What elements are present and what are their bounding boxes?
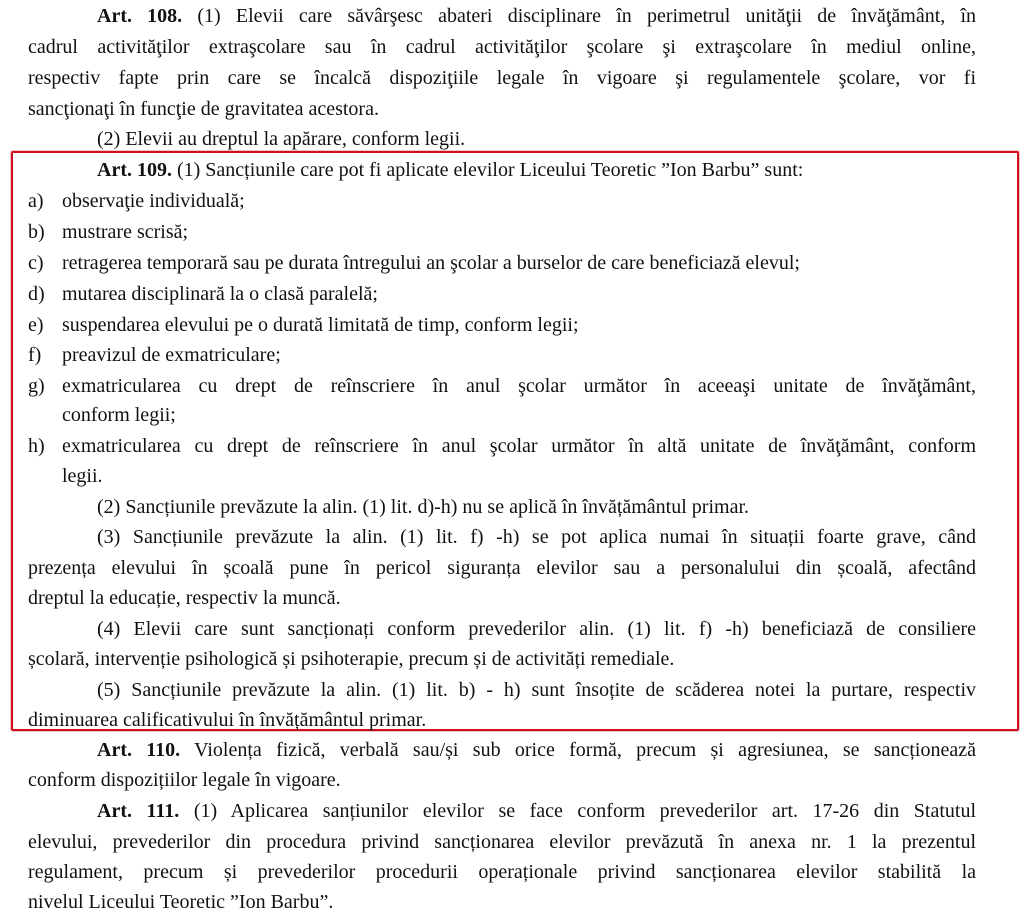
list-text: observaţie individuală;: [62, 190, 245, 212]
list-item-b: [0, 220, 1024, 246]
list-item-a: [0, 189, 1024, 215]
list-item-e: [0, 313, 1024, 339]
list-item-h: [0, 434, 1024, 460]
art111-line2: elevului, prevederilor din procedura privind sancționarea elevilor prevăzută în anexa nr. 1 la prezentul: [28, 831, 976, 853]
list-letter: f): [28, 344, 42, 366]
list-item-d: [0, 282, 1024, 308]
list-item-f: [0, 343, 1024, 369]
art109-p5-line2: diminuarea calificativului în învățământul primar.: [28, 709, 427, 731]
list-letter: c): [28, 252, 44, 274]
art108-p1-text: (1) Elevii care săvârşesc abateri disciplinare în perimetrul unităţii de învăţământ, în: [197, 5, 977, 27]
list-letter: b): [28, 221, 45, 243]
list-text: mustrare scrisă;: [62, 221, 189, 243]
art110-line1: [97, 738, 976, 764]
art111-text: (1) Aplicarea sanțiunilor elevilor se face conform prevederilor art. 17-26 din Statutul: [193, 800, 976, 822]
art109-p2: (2) Sancțiunile prevăzute la alin. (1) lit. d)-h) nu se aplică în învățământul primar.: [97, 496, 750, 518]
list-item-g: [0, 374, 1024, 400]
art109-intro-line: [97, 158, 803, 184]
art109-p3-line2: prezența elevului în școală pune în pericol siguranța elevilor sau a personalului din școală, afectând: [28, 557, 976, 579]
list-item-c: [0, 251, 1024, 277]
list-text: preavizul de exmatriculare;: [62, 344, 281, 366]
art110-text: Violența fizică, verbală sau/și sub orice formă, precum și agresiunea, se sancționează: [194, 739, 976, 761]
art110-label: Art. 110.: [97, 739, 181, 761]
list-item-h-cont: legii.: [62, 465, 103, 487]
list-letter: h): [28, 435, 45, 457]
art110-line2: conform dispozițiilor legale în vigoare.: [28, 769, 341, 791]
art108-line2: cadrul activităţilor extraşcolare sau în cadrul activităţilor şcolare şi extraşcolare în mediul online,: [28, 36, 976, 58]
list-letter: d): [28, 283, 45, 305]
art109-p3-line3: dreptul la educație, respectiv la muncă.: [28, 587, 341, 609]
art109-p4-line1: (4) Elevii care sunt sancționați conform prevederilor alin. (1) lit. f) -h) beneficiază de consiliere: [97, 618, 976, 640]
list-letter: a): [28, 190, 44, 212]
list-text: exmatricularea cu drept de reînscriere în anul şcolar următor în altă unitate de învăţământ, conform: [62, 435, 976, 457]
list-letter: e): [28, 314, 44, 336]
art108-label: Art. 108.: [97, 5, 183, 27]
art111-line4: nivelul Liceului Teoretic ”Ion Barbu”.: [28, 891, 334, 913]
list-text: retragerea temporară sau pe durata întregului an şcolar a burselor de care beneficiază elevul;: [62, 252, 800, 274]
art108-line3: respectiv fapte prin care se încalcă dispoziţiile legale în vigoare şi regulamentele şcolare, vor fi: [28, 67, 976, 89]
list-text: mutarea disciplinară la o clasă paralelă;: [62, 283, 378, 305]
list-text: suspendarea elevului pe o durată limitată de timp, conform legii;: [62, 314, 579, 336]
art109-intro: (1) Sancțiunile care pot fi aplicate elevilor Liceului Teoretic ”Ion Barbu” sunt:: [176, 159, 804, 181]
art108-line1: [97, 4, 976, 30]
art109-label: Art. 109.: [97, 159, 172, 181]
art108-p2: (2) Elevii au dreptul la apărare, conform legii.: [97, 128, 466, 150]
list-text: exmatricularea cu drept de reînscriere în anul şcolar următor în aceeaşi unitate de învăţământ,: [62, 375, 976, 397]
art111-label: Art. 111.: [97, 800, 180, 822]
list-letter: g): [28, 375, 45, 397]
art109-p5-line1: (5) Sancțiunile prevăzute la alin. (1) lit. b) - h) sunt însoțite de scăderea notei la purtare, respectiv: [97, 679, 976, 701]
list-item-g-cont: conform legii;: [62, 404, 176, 426]
art111-line1: [97, 799, 976, 825]
art109-p4-line2: școlară, intervenție psihologică și psihoterapie, precum și de activități remediale.: [28, 648, 675, 670]
art108-line4: sancţionaţi în funcţie de gravitatea acestora.: [28, 98, 379, 120]
art111-line3: regulament, precum și prevederilor procedurii operaționale privind sancționarea elevilor stabilită la: [28, 861, 976, 883]
art109-p3-line1: (3) Sancțiunile prevăzute la alin. (1) lit. f) -h) se pot aplica numai în situații foarte grave, când: [97, 526, 976, 548]
